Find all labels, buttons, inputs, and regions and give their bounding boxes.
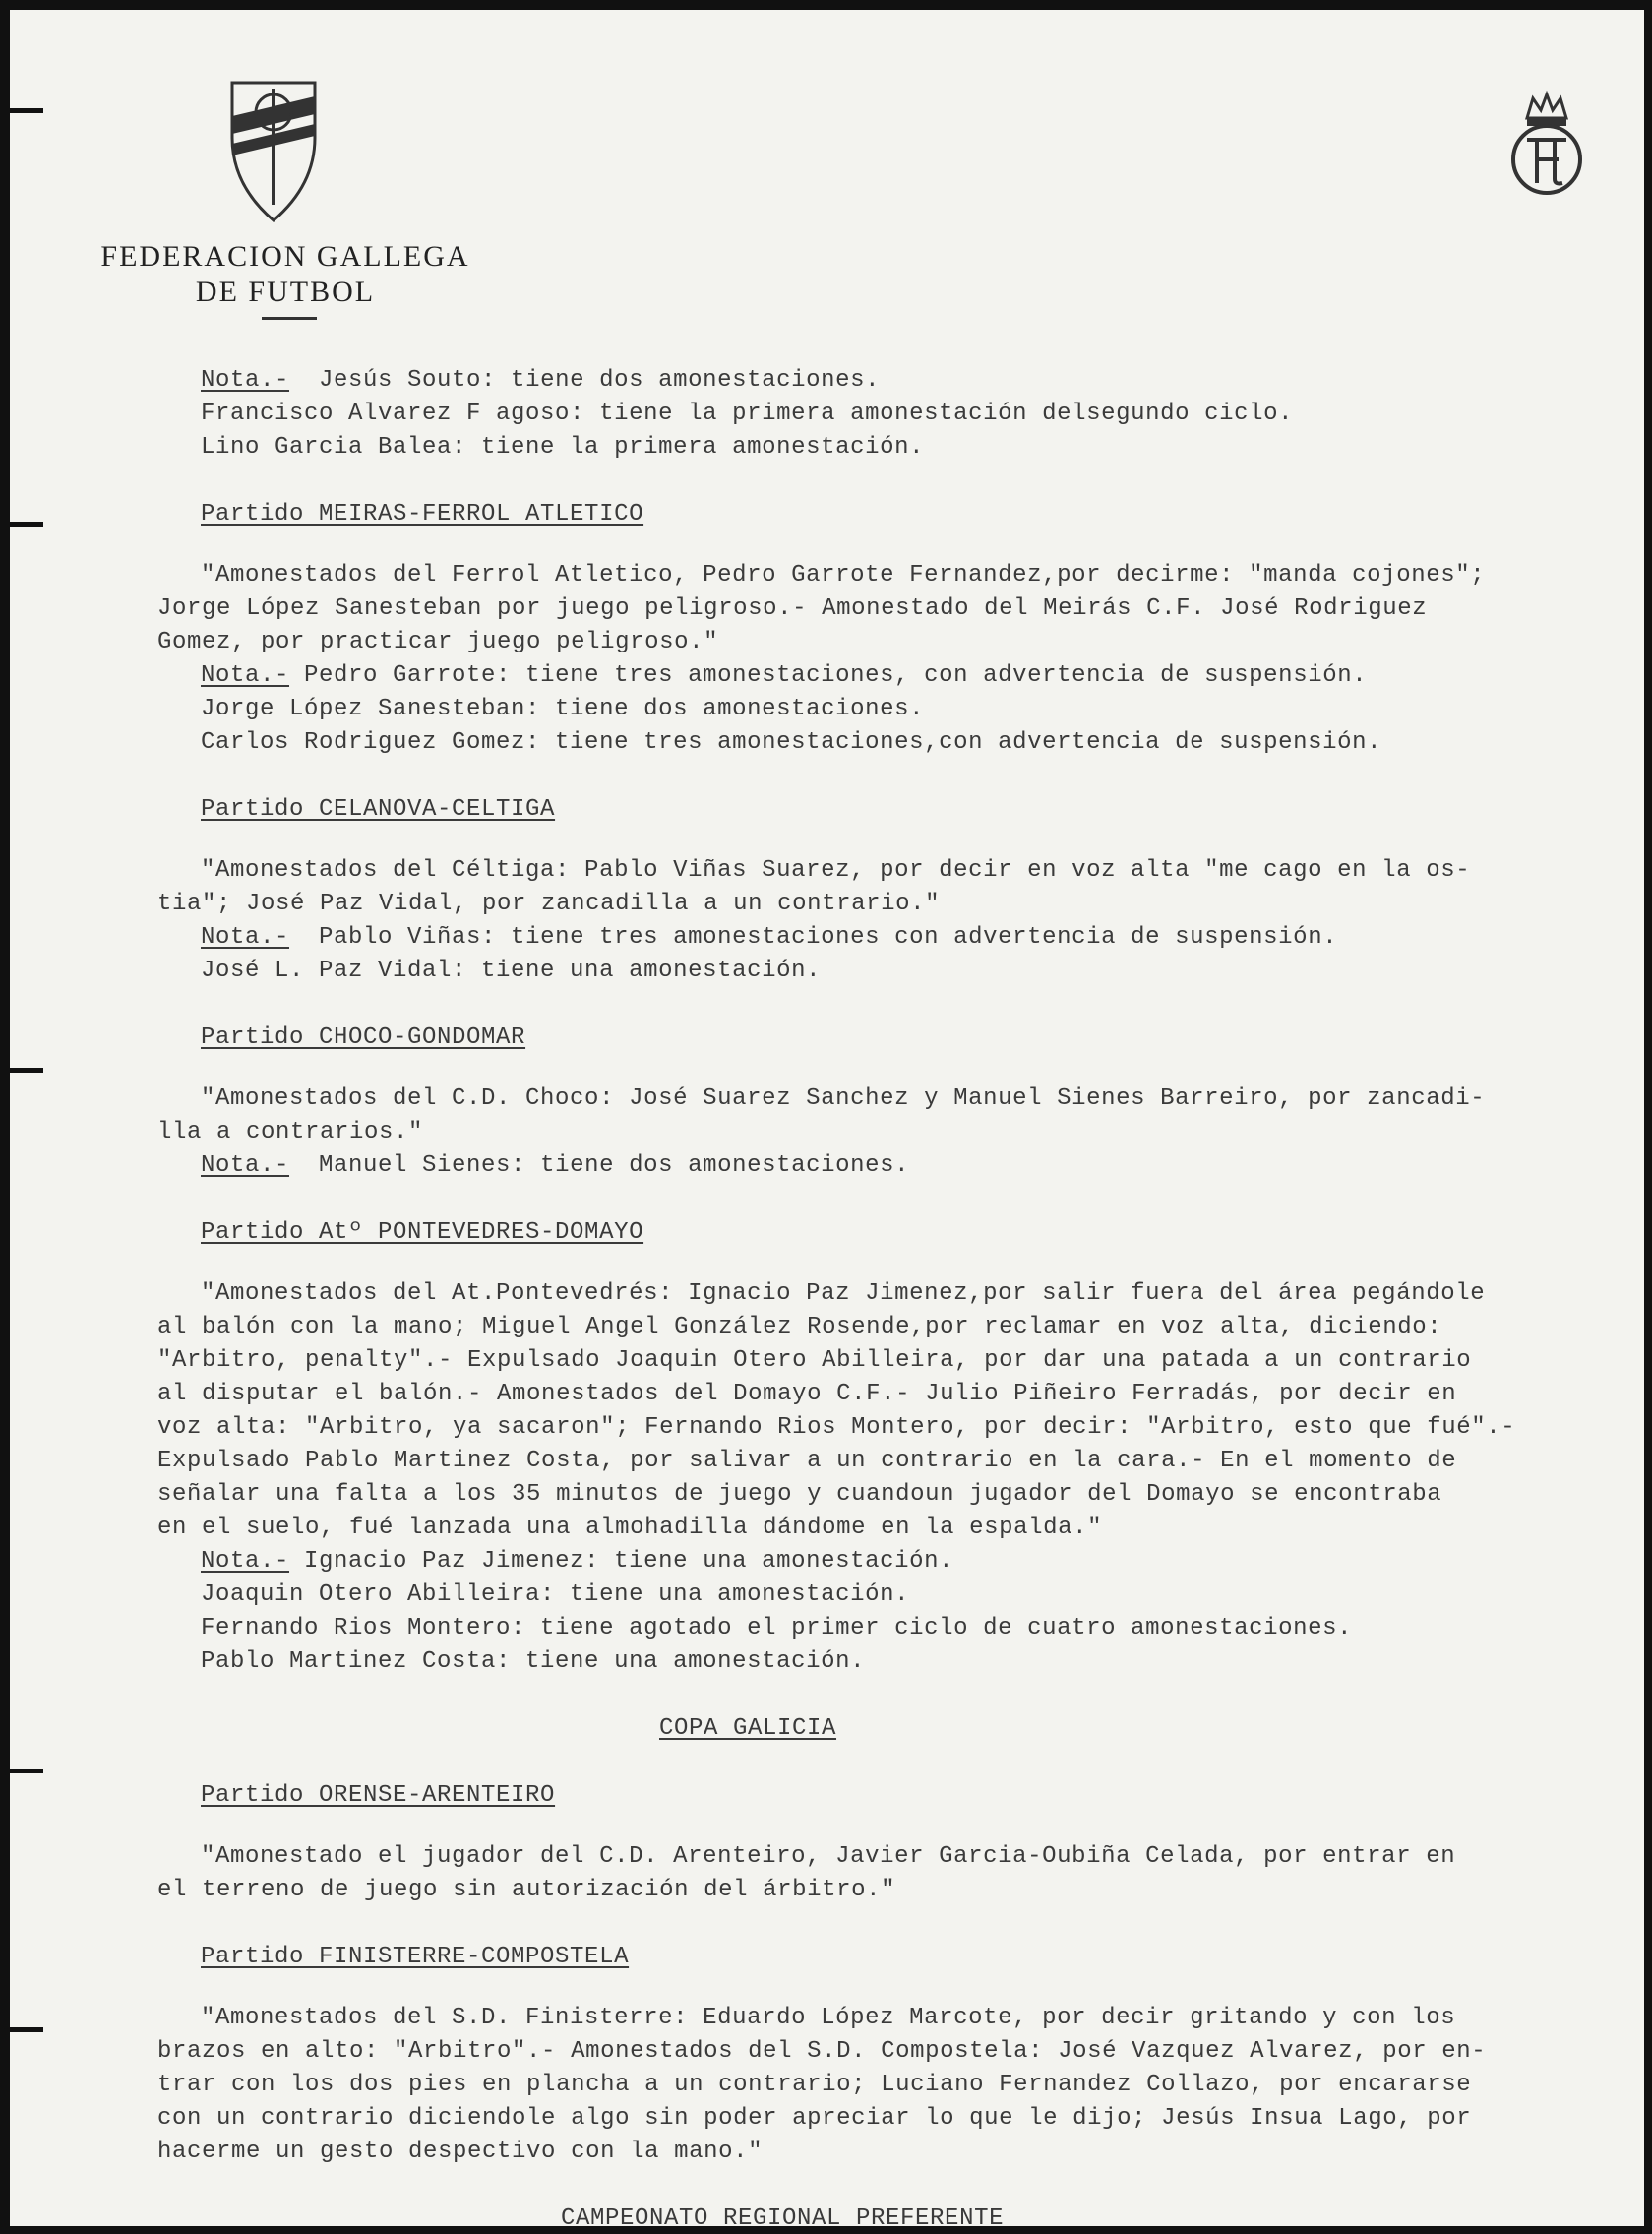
note-line: Joaquin Otero Abilleira: tiene una amonestación. [201,1582,910,1608]
federation-name-rule [262,317,317,320]
document-page [10,10,1644,2226]
note-line: Nota.- Manuel Sienes: tiene dos amonestaciones. [201,1152,910,1179]
note-line: José L. Paz Vidal: tiene una amonestación. [201,958,822,984]
quote-line: con un contrario diciendole algo sin poder apreciar lo que le dijo; Jesús Insua Lago, por [157,2105,1472,2132]
note-line: Nota.- Ignacio Paz Jimenez: tiene una amonestación. [201,1548,954,1575]
federation-name-line1: FEDERACION GALLEGA [100,240,470,273]
quote-line: "Amonestado el jugador del C.D. Arenteiro, Javier Garcia-Oubiña Celada, por entrar en [201,1843,1456,1870]
match-title: Partido CHOCO-GONDOMAR [201,1024,526,1051]
quote-line: el terreno de juego sin autorización del árbitro." [157,1877,896,1903]
quote-line: en el suelo, fué lanzada una almohadilla dándome en la espalda." [157,1515,1103,1541]
quote-line: "Amonestados del C.D. Choco: José Suarez Sanchez y Manuel Sienes Barreiro, por zancadi- [201,1086,1486,1112]
binder-hole-mark [10,1769,43,1773]
federation-name-line2: DE FUTBOL [195,276,376,308]
section-heading: COPA GALICIA [659,1715,837,1742]
document-body [157,364,1633,2226]
note-line: Nota.- Jesús Souto: tiene dos amonestaciones. [201,367,881,394]
quote-line: al disputar el balón.- Amonestados del Domayo C.F.- Julio Piñeiro Ferradás, por decir en [157,1381,1457,1407]
nota-label: Nota.- [201,367,290,394]
note-line: Nota.- Pedro Garrote: tiene tres amonestaciones, con advertencia de suspensión. [201,662,1368,689]
note-line: Carlos Rodriguez Gomez: tiene tres amonestaciones,con advertencia de suspensión. [201,729,1382,756]
quote-line: "Amonestados del S.D. Finisterre: Eduardo López Marcote, por decir gritando y con los [201,2005,1456,2031]
federation-name [79,239,492,310]
match-title: Partido FINISTERRE-COMPOSTELA [201,1944,630,1970]
quote-line: "Arbitro, penalty".- Expulsado Joaquin Otero Abilleira, por dar una patada a un contrario [157,1347,1472,1374]
note-line: Jorge López Sanesteban: tiene dos amonestaciones. [201,696,925,722]
quote-line: "Amonestados del Céltiga: Pablo Viñas Suarez, por decir en voz alta "me cago en la os- [201,857,1471,884]
note-line: Pablo Martinez Costa: tiene una amonestación. [201,1648,866,1675]
quote-line: hacerme un gesto despectivo con la mano." [157,2139,764,2165]
quote-line: "Amonestados del Ferrol Atletico, Pedro Garrote Fernandez,por decirme: "manda cojones"; [201,562,1486,589]
match-title: Partido CELANOVA-CELTIGA [201,796,556,823]
quote-line: Expulsado Pablo Martinez Costa, por salivar a un contrario en la cara.- En el momento de [157,1448,1457,1474]
quote-line: voz alta: "Arbitro, ya sacaron"; Fernando Rios Montero, por decir: "Arbitro, esto que fué".- [157,1414,1516,1441]
quote-line: lla a contrarios." [157,1119,424,1146]
note-line: Nota.- Pablo Viñas: tiene tres amonestaciones con advertencia de suspensión. [201,924,1338,951]
match-title: Partido ORENSE-ARENTEIRO [201,1782,556,1809]
note-line: Fernando Rios Montero: tiene agotado el primer ciclo de cuatro amonestaciones. [201,1615,1353,1642]
binder-hole-mark [10,522,43,527]
binder-hole-mark [10,108,43,113]
section-heading: CAMPEONATO REGIONAL PREFERENTE [561,2205,1005,2226]
crown-emblem-logo [1498,89,1596,197]
quote-line: al balón con la mano; Miguel Angel González Rosende,por reclamar en voz alta, diciendo: [157,1314,1442,1340]
quote-line: tia"; José Paz Vidal, por zancadilla a un contrario." [157,891,941,917]
note-line: Lino Garcia Balea: tiene la primera amonestación. [201,434,925,461]
binder-hole-mark [10,2027,43,2032]
match-title: Partido MEIRAS-FERROL ATLETICO [201,501,644,527]
quote-line: "Amonestados del At.Pontevedrés: Ignacio Paz Jimenez,por salir fuera del área pegándole [201,1280,1486,1307]
federation-shield-logo [224,77,323,224]
quote-line: Jorge López Sanesteban por juego peligroso.- Amonestado del Meirás C.F. José Rodriguez [157,595,1428,622]
quote-line: brazos en alto: "Arbitro".- Amonestados del S.D. Compostela: José Vazquez Alvarez, por en- [157,2038,1487,2065]
binder-hole-mark [10,1068,43,1073]
quote-line: Gomez, por practicar juego peligroso." [157,629,719,655]
quote-line: trar con los dos pies en plancha a un contrario; Luciano Fernandez Collazo, por encararse [157,2072,1472,2098]
quote-line: señalar una falta a los 35 minutos de juego y cuandoun jugador del Domayo se encontraba [157,1481,1442,1508]
note-line: Francisco Alvarez F agoso: tiene la primera amonestación delsegundo ciclo. [201,401,1294,427]
match-title: Partido Atº PONTEVEDRES-DOMAYO [201,1219,644,1246]
